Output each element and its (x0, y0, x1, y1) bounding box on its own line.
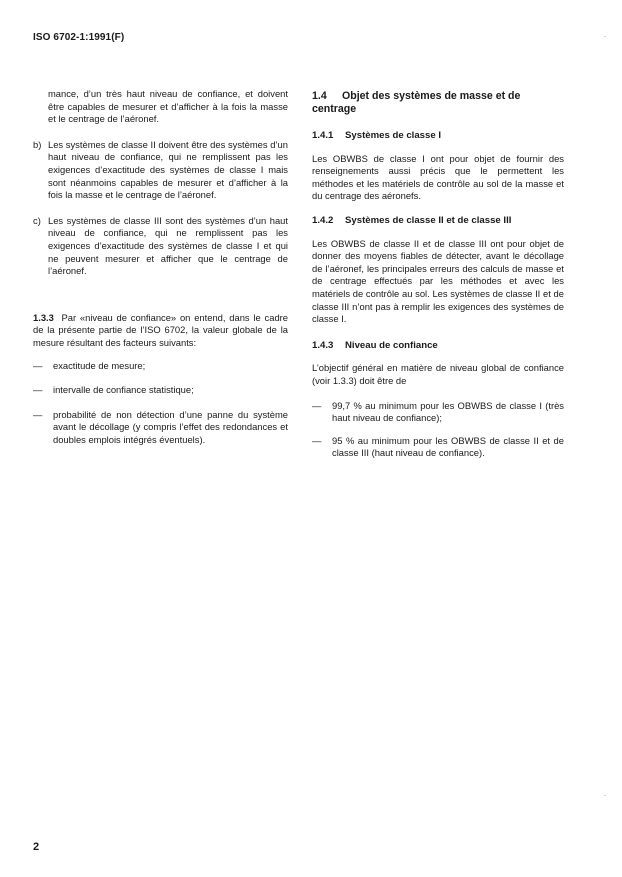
section-number: 1.4 (312, 90, 327, 102)
section-title: Niveau de confiance (345, 339, 438, 351)
section-1-4-3-text: L’objectif général en matière de niveau global de confiance (voir 1.3.3) doit être de (312, 362, 564, 386)
list-item-c (33, 215, 288, 278)
section-1-4-2-text: Les OBWBS de classe II et de classe III ont pour objet de donner des moyens fiables de détecter, avant le décollage de l’aéronef, les principales erreurs des calculs de masse et de centrage effectués par les méthodes et avec les matériels de contrôle au sol. Les systèmes de classe II et de classe III n’ont pas à remplir les exigences des systèmes de classe I. (312, 237, 564, 325)
section-1-4-1-text: Les OBWBS de classe I ont pour objet de fournir des renseignements aussi précis que le permettent les méthodes et les matériels de contrôle au sol de la masse et du centrage des aéronefs. (312, 152, 564, 202)
dash-marker: — (312, 399, 322, 411)
section-number: 1.3.3 (33, 311, 54, 323)
dash-item (33, 384, 288, 397)
page-number: 2 (33, 841, 40, 853)
scan-mark (604, 795, 606, 796)
scan-mark (604, 36, 606, 37)
dash-item (312, 435, 564, 460)
dash-item (33, 409, 288, 447)
dash-item-text: exactitude de mesure; (53, 359, 146, 371)
section-title: Objet des systèmes de masse et de centrage (312, 90, 521, 115)
section-1-3-3 (33, 312, 288, 350)
section-title: Systèmes de classe II et de classe III (345, 214, 512, 226)
document-header: ISO 6702-1:1991(F) (33, 32, 125, 43)
section-title: Systèmes de classe I (345, 130, 442, 141)
dash-marker: — (312, 434, 322, 446)
section-1-4-heading (312, 90, 564, 116)
dash-item-text: 99,7 % au minimum pour les OBWBS de classe I (très haut niveau de confiance); (332, 399, 564, 424)
left-column (33, 88, 288, 446)
section-number: 1.4.1 (312, 130, 334, 141)
dash-item-text: intervalle de confiance statistique; (53, 384, 194, 396)
list-item-b (33, 139, 288, 202)
list-marker: c) (33, 214, 41, 226)
list-marker: b) (33, 138, 42, 150)
section-text: Par «niveau de confiance» on entend, dans le cadre de la présente partie de l’ISO 6702, la valeur globale de la mesure résultant des facteurs suivants: (33, 311, 288, 348)
dash-marker: — (33, 359, 43, 371)
right-column (312, 88, 564, 460)
continued-paragraph: mance, d’un très haut niveau de confiance, et doivent être capables de mesurer et d’afficher à la fois la masse et le centrage de l’aéronef. (48, 88, 288, 125)
section-1-4-3-heading (312, 340, 564, 353)
list-item-text: Les systèmes de classe II doivent être des systèmes d’un haut niveau de confiance, qui ne remplissent pas les exigences d’exactitude des systèmes de classe I mais sont néanmoins capables de mesurer et d’afficher à la fois la masse et le centrage de l’aéronef. (48, 138, 288, 201)
dash-marker: — (33, 408, 43, 420)
dash-marker: — (33, 384, 43, 396)
dash-item-text: probabilité de non détection d’une panne du système avant le décollage (y compris l’effet des redondances et doubles emplois intégrés éventuels). (53, 408, 288, 445)
list-item-text: Les systèmes de classe III sont des systèmes d’un haut niveau de confiance, qui ne remplissent pas les exigences d’exactitude des systèmes de classe I et qui ne peuvent mesurer et afficher que le centrage de l’aéronef. (48, 214, 288, 277)
dash-item (33, 360, 288, 373)
section-number: 1.4.2 (312, 214, 334, 226)
section-1-4-1-heading (312, 130, 564, 143)
dash-item (312, 400, 564, 425)
section-number: 1.4.3 (312, 339, 334, 351)
section-1-4-2-heading (312, 215, 564, 228)
dash-item-text: 95 % au minimum pour les OBWBS de classe II et de classe III (haut niveau de confiance). (332, 434, 564, 459)
